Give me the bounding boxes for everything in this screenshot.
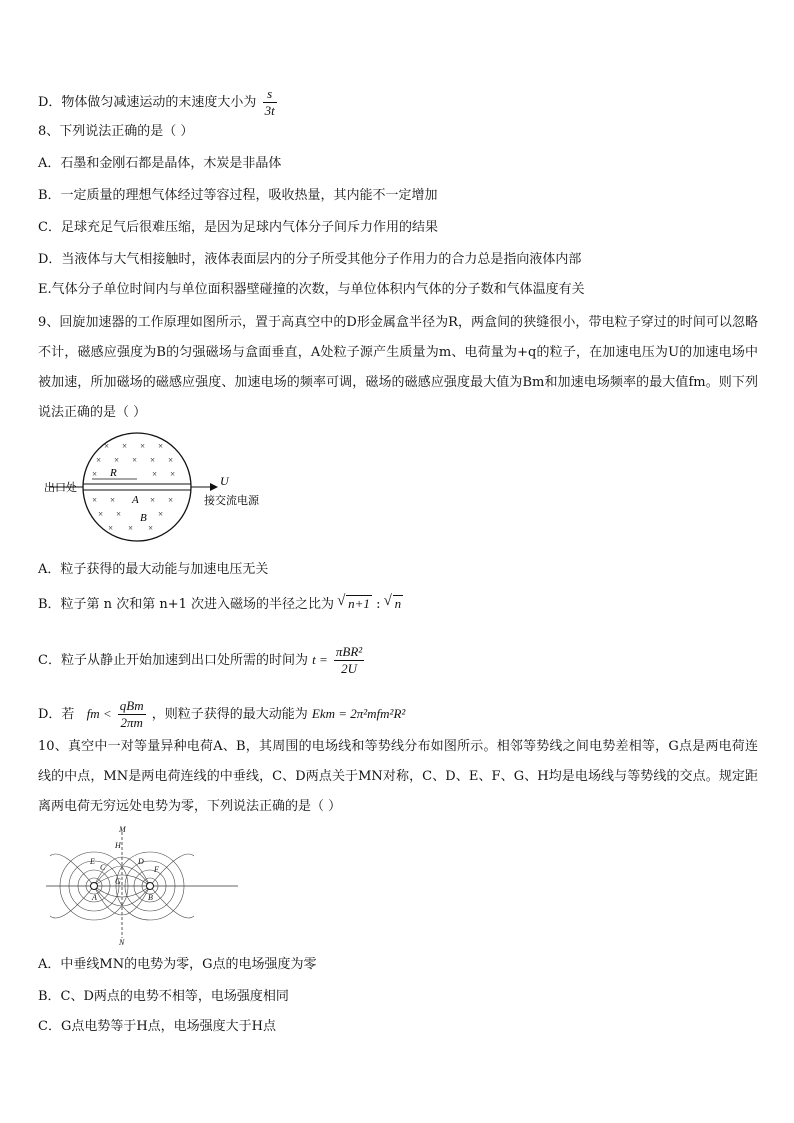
label-n: N bbox=[119, 938, 125, 946]
q9-option-a: A．粒子获得的最大动能与加速电压无关 bbox=[38, 562, 269, 577]
charge-b-icon bbox=[147, 883, 154, 890]
svg-text:×: × bbox=[108, 523, 114, 533]
svg-text:×: × bbox=[168, 495, 174, 505]
q9-option-b: B．粒子第 n 次和第 n+1 次进入磁场的半径之比为 √ n+1 : √ n bbox=[38, 595, 403, 615]
svg-text:×: × bbox=[148, 523, 154, 533]
svg-text:×: × bbox=[116, 509, 122, 519]
svg-text:×: × bbox=[150, 495, 156, 505]
b-label: B bbox=[140, 512, 147, 524]
svg-text:×: × bbox=[92, 495, 98, 505]
svg-text:×: × bbox=[140, 441, 146, 451]
q9-option-d: D．若 fm < $\frac{\text{qBm}}{2\pi m}$ ，则粒子获得的最大动能为 Ekm = 2π²mfm²R² bbox=[38, 698, 406, 730]
label-b: B bbox=[148, 893, 153, 902]
sqrt-n: √ n bbox=[393, 595, 404, 612]
ac-source-label: 接交流电源 bbox=[204, 495, 259, 507]
svg-text:×: × bbox=[170, 469, 176, 479]
svg-text:×: × bbox=[92, 469, 98, 479]
q8-option-d: D．当液体与大气相接触时，液体表面层内的分子所受其他分子作用力的合力总是指向液体内部 bbox=[38, 252, 582, 267]
svg-text:×: × bbox=[158, 509, 164, 519]
svg-text:×: × bbox=[122, 441, 128, 451]
svg-text:×: × bbox=[132, 455, 138, 465]
sqrt-n-plus-1: √ n+1 bbox=[346, 595, 372, 612]
label-h: H bbox=[115, 841, 121, 850]
svg-text:×: × bbox=[128, 523, 134, 533]
r-label: R bbox=[110, 467, 117, 479]
q8-option-a: A．石墨和金刚石都是晶体，木炭是非晶体 bbox=[38, 156, 282, 171]
q9-stem: 9、回旋加速器的工作原理如图所示，置于高真空中的D形金属盒半径为R，两盒间的狭缝很小，带电粒子穿过的时间可以忽略不计，磁感应强度为B的匀强磁场与盒面垂直，A处粒子源产生质量为m、电荷量为+q的粒子，在加速电压为U的加速电场中被加速，所加磁场的磁感应强度、加速电场的频率可调，磁场的磁感应强度最大值为Bm和加速电场频率的最大值fm。则下列说法正确的是（ ） bbox=[38, 315, 758, 420]
svg-text:×: × bbox=[150, 455, 156, 465]
label-e: E bbox=[90, 857, 95, 866]
q10-option-c: C．G点电势等于H点，电场强度大于H点 bbox=[38, 1019, 277, 1034]
charge-a-icon bbox=[91, 883, 98, 890]
label-d: D bbox=[138, 857, 144, 866]
label-g: G bbox=[115, 877, 121, 886]
magnetic-field-crosses bbox=[92, 441, 175, 533]
u-label: U bbox=[220, 474, 229, 488]
a-label: A bbox=[132, 494, 139, 506]
svg-text:×: × bbox=[158, 441, 164, 451]
svg-text:×: × bbox=[168, 455, 174, 465]
q7-option-d: D．物体做匀减速运动的末速度大小为 $\frac{s}{3t}$ bbox=[38, 86, 275, 118]
fraction-time: $\frac{\text{πBR²}}{2U}$ bbox=[335, 644, 363, 676]
fraction-s-over-3t: $\frac{s}{3t}$ bbox=[264, 86, 275, 118]
svg-text:×: × bbox=[98, 509, 104, 519]
q8-option-c: C．足球充足气后很难压缩，是因为足球内气体分子间斥力作用的结果 bbox=[38, 220, 438, 235]
label-f: F bbox=[154, 865, 159, 874]
q10-stem: 10、真空中一对等量异种电荷A、B，其周围的电场线和等势线分布如图所示。相邻等势线之间电势差相等，G点是两电荷连线的中点，MN是两电荷连线的中垂线，C、D两点关于MN对称，C、D、E、F、G、H均是电场线与等势线的交点。规定距离两电荷无穷远处电势为零，下列说法正确的是（ ） bbox=[38, 739, 758, 814]
svg-text:×: × bbox=[96, 455, 102, 465]
svg-text:×: × bbox=[114, 455, 120, 465]
svg-text:×: × bbox=[110, 495, 116, 505]
q9-option-c: C．粒子从静止开始加速到出口处所需的时间为 t = $\frac{\text{πBR²}}{2U}$ bbox=[38, 644, 363, 676]
q8-option-e: E.气体分子单位时间内与单位面积器壁碰撞的次数，与单位体积内气体的分子数和气体温度有关 bbox=[38, 282, 585, 297]
cyclotron-figure bbox=[42, 427, 272, 542]
exit-label: 出口处 bbox=[44, 482, 77, 494]
field-lines-figure bbox=[42, 826, 242, 946]
svg-text:×: × bbox=[152, 469, 158, 479]
fraction-freq: $\frac{\text{qBm}}{2\pi m}$ bbox=[119, 698, 144, 730]
label-m: M bbox=[119, 826, 126, 834]
label-a: A bbox=[92, 893, 97, 902]
q10-option-a: A．中垂线MN的电势为零，G点的电场强度为零 bbox=[38, 957, 317, 972]
label-c: C bbox=[100, 863, 106, 872]
q10-option-b: B．C、D两点的电势不相等，电场强度相同 bbox=[38, 989, 289, 1004]
q8-stem: 8、下列说法正确的是（ ） bbox=[38, 124, 194, 139]
u-arrow-icon bbox=[210, 483, 218, 491]
d-box-outline bbox=[83, 433, 191, 541]
q8-option-b: B．一定质量的理想气体经过等容过程，吸收热量，其内能不一定增加 bbox=[38, 188, 438, 203]
svg-text:×: × bbox=[104, 441, 110, 451]
